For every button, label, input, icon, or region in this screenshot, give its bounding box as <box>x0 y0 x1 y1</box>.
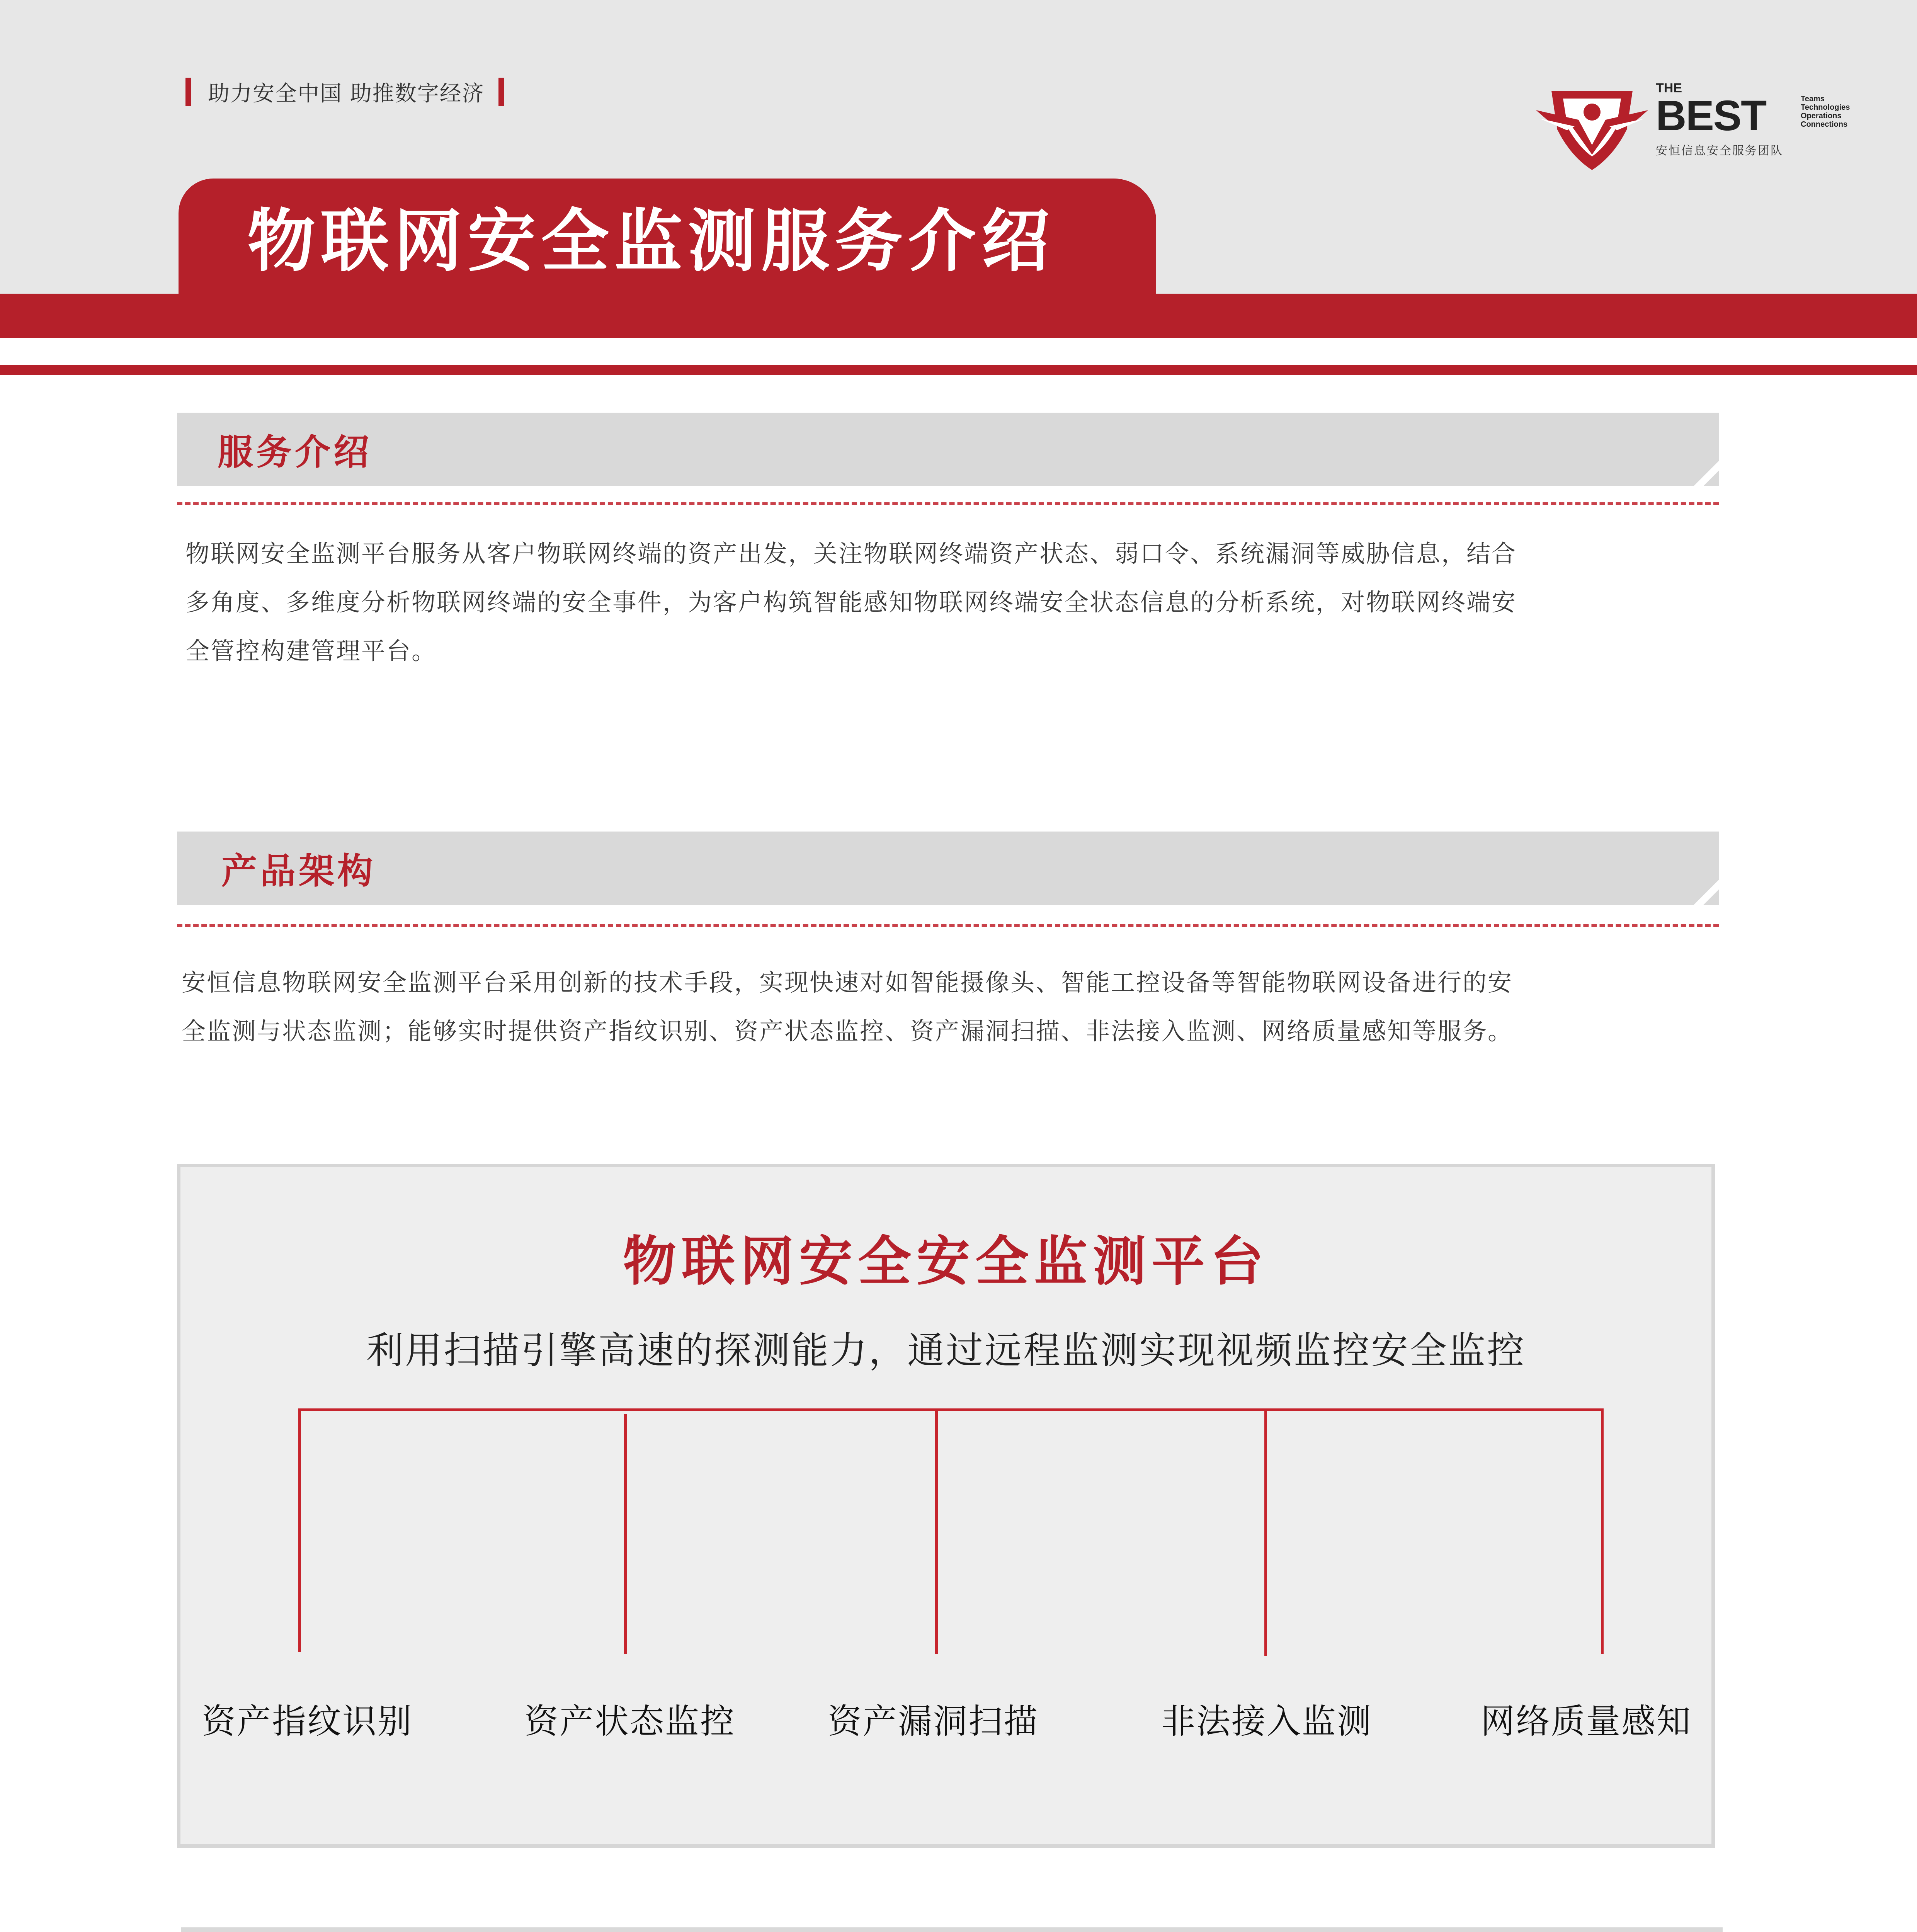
paragraph-line: 物联网安全监测平台服务从客户物联网终端的资产出发，关注物联网终端资产状态、弱口令、系统漏洞等威胁信息，结合 <box>185 539 1517 568</box>
section-heading-bar <box>177 413 1719 486</box>
eagle-shield-logo-icon <box>1536 83 1648 172</box>
diagram-item: 资产状态监控 <box>524 1701 735 1741</box>
section-heading-services <box>181 1927 1723 1932</box>
logo-the: THE <box>1656 81 1682 95</box>
diagram-item: 资产指纹识别 <box>201 1701 413 1741</box>
logo-sub-line: Teams <box>1801 95 1825 103</box>
diagram-item: 网络质量感知 <box>1480 1701 1692 1741</box>
section-heading-bar <box>177 832 1719 905</box>
logo-subtitle <box>1801 95 1850 129</box>
tagline <box>185 73 504 111</box>
diagram-subtitle: 利用扫描引擎高速的探测能力，通过远程监测实现视频监控安全监控 <box>366 1329 1526 1372</box>
diagram-connector-horizontal <box>298 1408 1604 1411</box>
logo-sub-line: Technologies <box>1801 103 1850 112</box>
diagram-connector-vertical <box>935 1408 938 1654</box>
diagram-item: 资产漏洞扫描 <box>827 1701 1039 1741</box>
logo-sub-line: Operations <box>1801 112 1842 120</box>
diagram-title: 物联网安全安全监测平台 <box>623 1230 1269 1293</box>
logo-sub-line: Connections <box>1801 120 1848 129</box>
logo-chinese: 安恒信息安全服务团队 <box>1656 144 1783 158</box>
tagline-left-mark <box>185 78 191 106</box>
section-heading-bar <box>181 1927 1723 1932</box>
tagline-right-mark <box>498 78 504 106</box>
paragraph-line: 全管控构建管理平台。 <box>185 637 437 665</box>
header-red-band <box>0 294 1917 338</box>
section-title <box>208 1927 362 1932</box>
tagline-text: 助力安全中国 助推数字经济 <box>208 81 485 106</box>
diagram-connector-vertical <box>1601 1408 1604 1654</box>
intro-paragraph <box>185 529 1731 675</box>
paragraph-line: 安恒信息物联网安全监测平台采用创新的技术手段，实现快速对如智能摄像头、智能工控设备等智能物联网设备进行的安 <box>182 968 1513 997</box>
logo-best: BEST <box>1656 92 1766 139</box>
architecture-paragraph <box>182 958 1727 1056</box>
header-red-rule <box>0 365 1917 375</box>
section-title: 产品架构 <box>221 850 376 892</box>
section-heading-architecture <box>177 832 1719 905</box>
page-title: 物联网安全监测服务介绍 <box>247 202 1055 281</box>
paragraph-line: 多角度、多维度分析物联网终端的安全事件，为客户构筑智能感知物联网终端安全状态信息的分析系统，对物联网终端安 <box>185 588 1517 616</box>
paragraph-line: 全监测与状态监测；能够实时提供资产指纹识别、资产状态监控、资产漏洞扫描、非法接入监测、网络质量感知等服务。 <box>182 1017 1513 1045</box>
diagram-item: 非法接入监测 <box>1161 1701 1372 1741</box>
section-heading-intro <box>177 413 1719 486</box>
dashed-divider <box>177 924 1719 927</box>
diagram-connector-vertical <box>624 1414 627 1654</box>
diagram-connector-vertical <box>1264 1408 1267 1656</box>
dashed-divider <box>177 502 1719 505</box>
section-title: 服务介绍 <box>218 432 373 473</box>
diagram-connector-vertical <box>298 1408 301 1652</box>
